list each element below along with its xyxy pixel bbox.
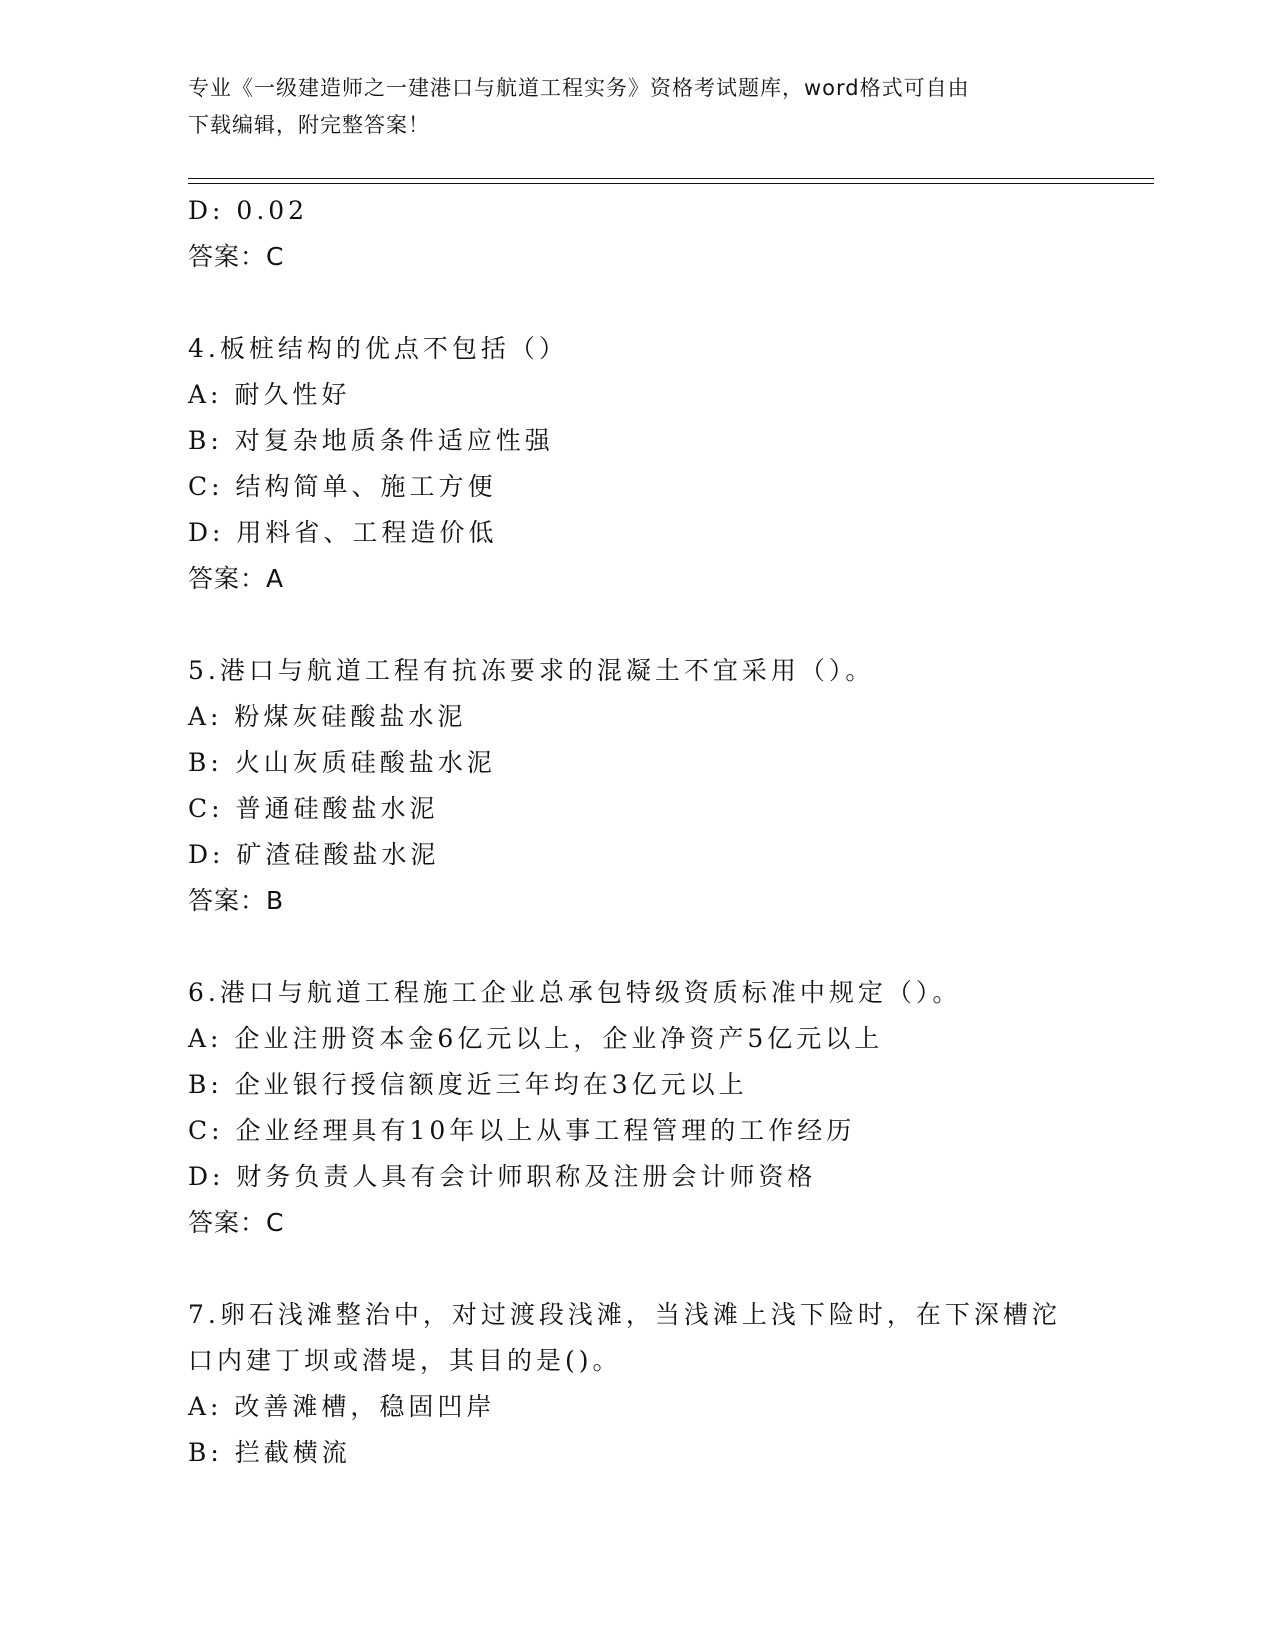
option-d: D: 财务负责人具有会计师职称及注册会计师资格 <box>188 1162 817 1191</box>
question-5: 5.港口与航道工程有抗冻要求的混凝土不宜采用（）。 <box>188 656 875 685</box>
option-a: A: 耐久性好 <box>188 380 351 409</box>
document-header <box>188 70 1068 144</box>
option-d: D: 0.02 <box>188 196 309 225</box>
spacer <box>188 1246 1088 1292</box>
option-a: A: 企业注册资本金6亿元以上，企业净资产5亿元以上 <box>188 1024 884 1053</box>
option-a: A: 粉煤灰硅酸盐水泥 <box>188 702 467 731</box>
answer-line: 答案：C <box>188 1208 285 1237</box>
question-6: 6.港口与航道工程施工企业总承包特级资质标准中规定（）。 <box>188 978 962 1007</box>
header-line-2: 下载编辑，附完整答案！ <box>188 113 430 137</box>
option-b: B: 火山灰质硅酸盐水泥 <box>188 748 496 777</box>
question-list <box>188 188 1088 1476</box>
spacer <box>188 280 1088 326</box>
option-c: C: 企业经理具有10年以上从事工程管理的工作经历 <box>188 1116 856 1145</box>
header-rule-top <box>188 178 1154 179</box>
question-4: 4.板桩结构的优点不包括（） <box>188 334 568 363</box>
question-7-line-1: 7.卵石浅滩整治中，对过渡段浅滩，当浅滩上浅下险时，在下深槽沱 <box>188 1300 1061 1329</box>
option-a: A: 改善滩槽，稳固凹岸 <box>188 1392 496 1421</box>
spacer <box>188 602 1088 648</box>
option-b: B: 企业银行授信额度近三年均在3亿元以上 <box>188 1070 748 1099</box>
option-d: D: 矿渣硅酸盐水泥 <box>188 840 440 869</box>
option-b: B: 拦截横流 <box>188 1438 351 1467</box>
answer-line: 答案：A <box>188 564 285 593</box>
option-c: C: 结构简单、施工方便 <box>188 472 497 501</box>
answer-line: 答案：B <box>188 886 285 915</box>
option-c: C: 普通硅酸盐水泥 <box>188 794 439 823</box>
spacer <box>188 924 1088 970</box>
option-d: D: 用料省、工程造价低 <box>188 518 498 547</box>
header-line-1: 专业《一级建造师之一建港口与航道工程实务》资格考试题库，word格式可自由 <box>188 76 970 100</box>
option-b: B: 对复杂地质条件适应性强 <box>188 426 554 455</box>
answer-line: 答案：C <box>188 242 285 271</box>
header-rule-bottom <box>188 183 1154 184</box>
question-7-line-2: 口内建丁坝或潜堤，其目的是()。 <box>188 1346 622 1375</box>
